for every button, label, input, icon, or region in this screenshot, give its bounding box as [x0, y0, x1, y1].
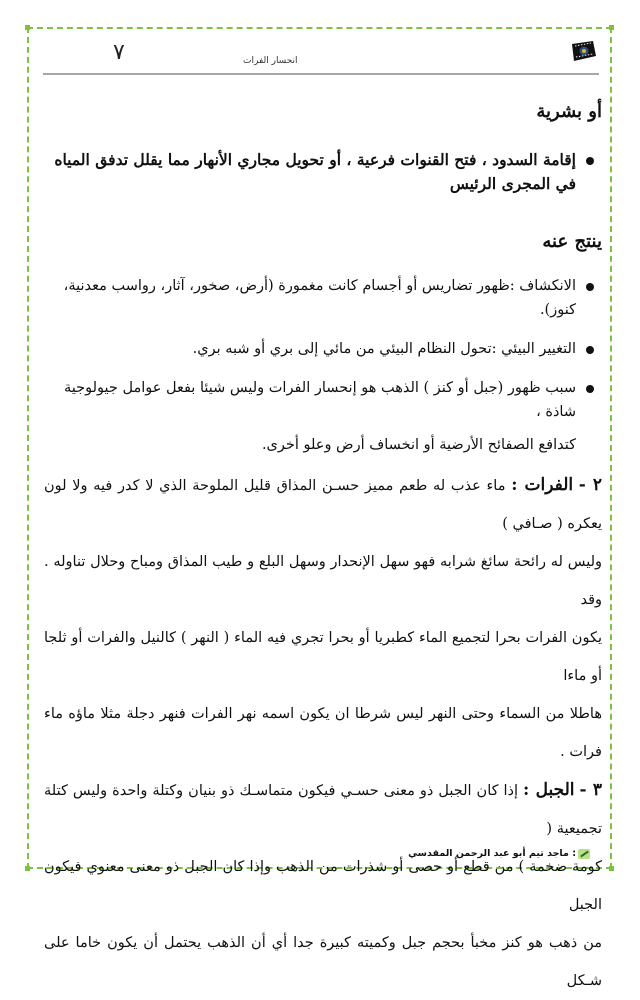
- section-number: ٣ -: [579, 780, 603, 800]
- paragraph-line: كومة ضخمة ) من قطع أو حصى أو شذرات من الذهب وإذا كان الجبل ذو معنى معنوي فيكون الجبل: [44, 859, 602, 913]
- list-item-text: إقامة السدود ، فتح القنوات فرعية ، أو تحويل مجاري الأنهار مما يقلل تدفق المياه في المجرى الرئيس: [54, 150, 576, 193]
- emblem-icon: [569, 40, 597, 62]
- author-name: : ماجد تيم أبو عبد الرحمن المقدسي: [408, 848, 576, 859]
- section-number: ٢ -: [578, 475, 602, 495]
- list-item: [44, 376, 602, 424]
- heading-results: ينتج عنه: [542, 231, 602, 252]
- list-item: [44, 148, 602, 196]
- paragraph-line: [44, 771, 602, 848]
- frame-corner: [609, 25, 614, 30]
- frame-corner: [609, 866, 614, 871]
- page-header: [43, 40, 599, 74]
- header-divider: [43, 73, 599, 75]
- paragraph-text: ماء عذب له طعم مميز حسـن المذاق قليل الملوحة الذي لا كدر فيه ولا لون يعكره ( صـافي ): [44, 478, 602, 532]
- bullet-icon: [586, 157, 594, 165]
- paragraph-line: وليس له رائحة سائغ شرابه فهو سهل الإنحدار وسهل البلع و طيب المذاق ومباح وحلال تناوله . وقد: [44, 554, 602, 608]
- human-causes-list: [44, 148, 602, 196]
- list-item-text: الانكشاف :ظهور تضاريس أو أجسام كانت مغمورة (أرض، صخور، آثار، رواسب معدنية، كنوز).: [63, 278, 576, 318]
- heading-human-causes: أو بشرية: [536, 101, 602, 122]
- list-item-text: سبب ظهور (جبل أو كنز ) الذهب هو إنحسار الفرات وليس شيئا بفعل عوامل جيولوجية شاذة ،: [64, 380, 576, 420]
- list-item-text: التغيير البيئي :تحول النظام البيئي من مائي إلى بري أو شبه بري.: [192, 341, 576, 357]
- bullet-icon: [586, 283, 594, 291]
- section-euphrates: [44, 466, 602, 771]
- frame-corner: [25, 866, 30, 871]
- paragraph-text: إذا كان الجبل ذو معنى حسـي فيكون متماسـك ذو بنيان وكتلة واحدة وليس كتلة تجميعية (: [44, 783, 602, 837]
- paragraph-line: هاطلا من السماء وحتى النهر ليس شرطا ان يكون اسمه نهر الفرات فنهر دجلة مثلا ماؤه ماء فرات .: [44, 706, 602, 760]
- paragraph-line: من ذهب هو كنز مخبأ بحجم جبل وكميته كبيرة جدا أي أن الذهب يحتمل أن يكون خاما على شـكل: [44, 935, 602, 989]
- results-list: [44, 274, 602, 424]
- paragraph-line: يكون الفرات بحرا لتجميع الماء كطبريا أو بحرا تجري فيه الماء ( النهر ) كالنيل والفرات أو ثلجا أو ماءا: [44, 630, 602, 684]
- document-body: [44, 90, 602, 1000]
- list-item: [44, 337, 602, 361]
- page-number: ٧: [113, 40, 125, 65]
- results-continuation: كتدافع الصفائح الأرضية أو انخساف أرض وعلو أخرى.: [261, 437, 576, 453]
- frame-corner: [25, 25, 30, 30]
- paragraph-line: [44, 466, 602, 543]
- running-title: انحسار الفرات: [243, 56, 298, 66]
- pen-icon: [578, 849, 590, 859]
- page-footer: [408, 848, 590, 859]
- bullet-icon: [586, 385, 594, 393]
- list-item: [44, 274, 602, 322]
- section-term: الفرات :: [511, 475, 574, 495]
- section-term: الجبل :: [523, 780, 575, 800]
- section-mountain: [44, 771, 602, 1000]
- bullet-icon: [586, 346, 594, 354]
